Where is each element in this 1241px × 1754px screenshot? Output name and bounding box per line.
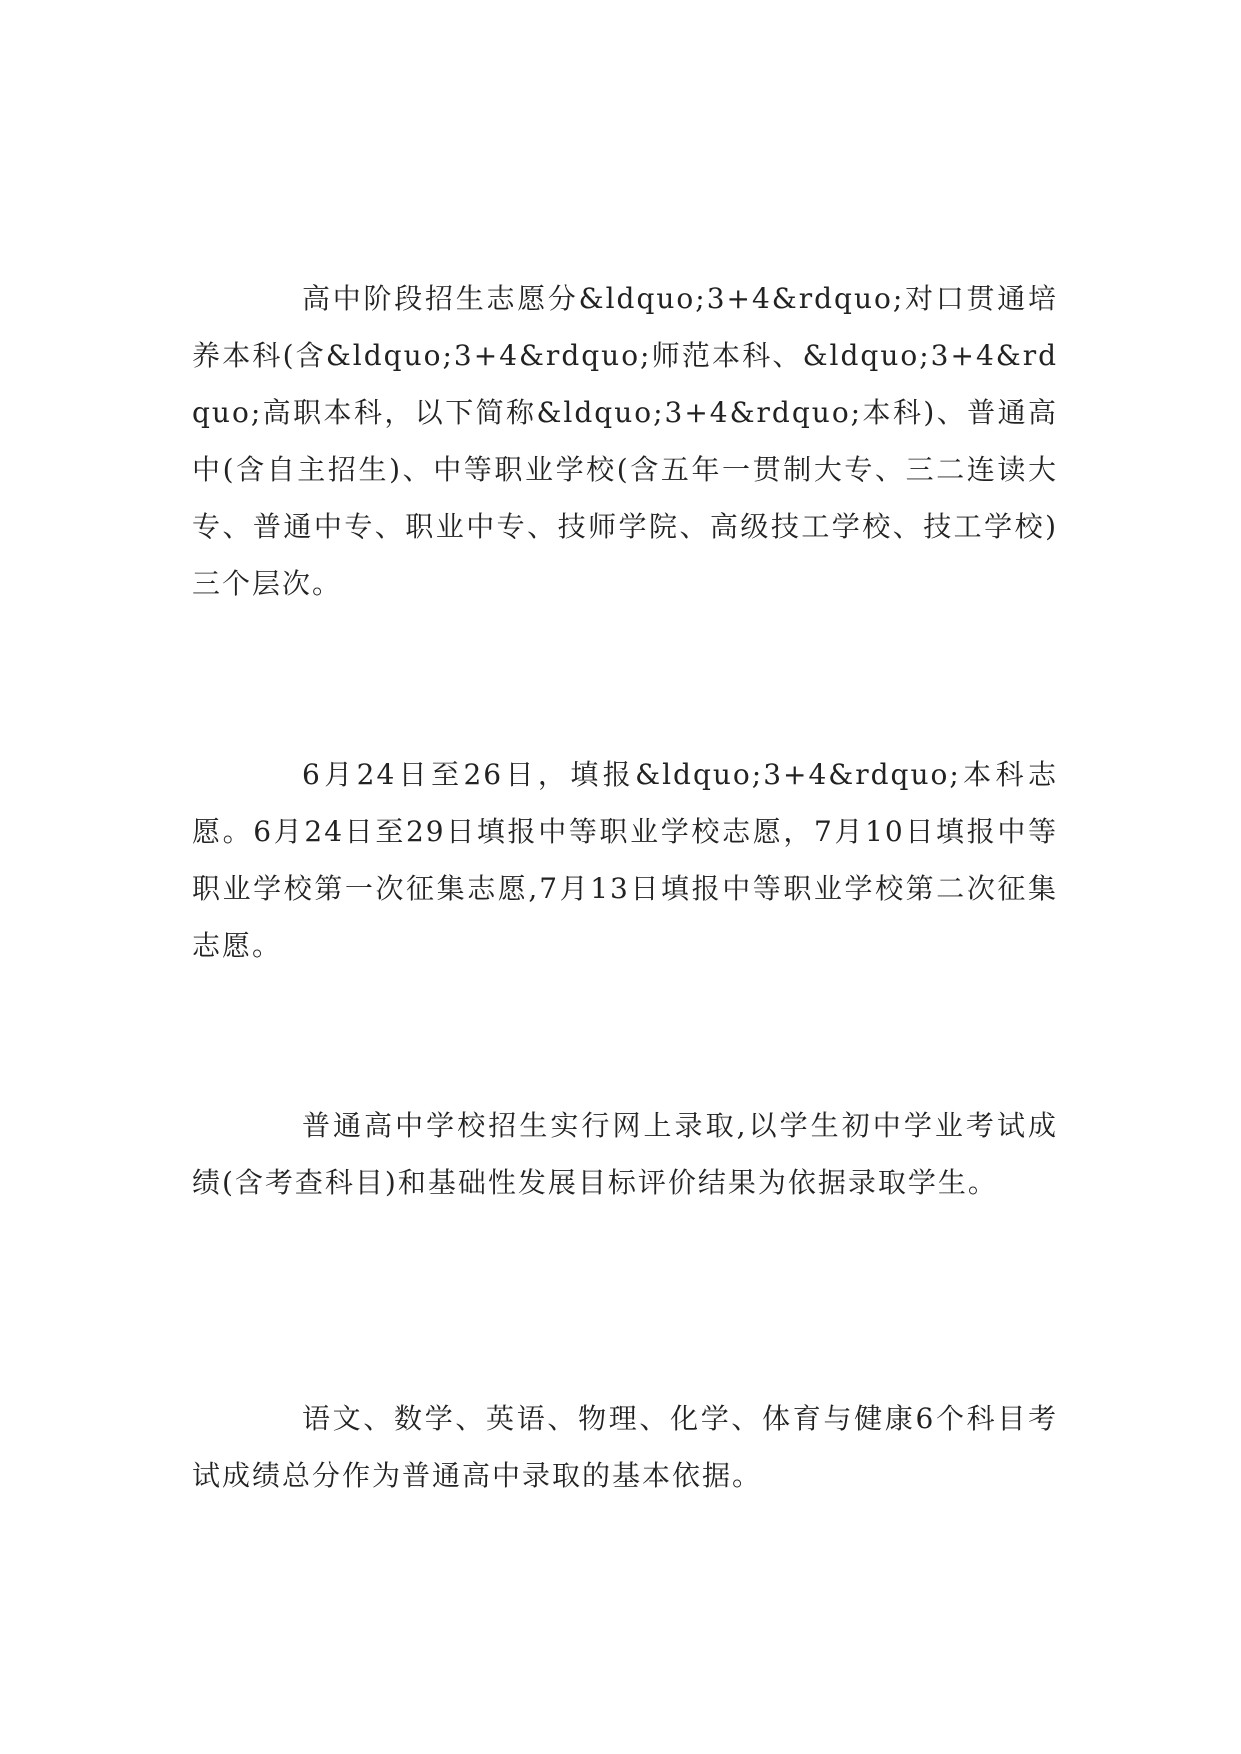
- paragraph-score-basis: 语文、数学、英语、物理、化学、体育与健康6个科目考试成绩总分作为普通高中录取的基本依据。: [192, 1402, 1058, 1492]
- paragraph-online-admission: 普通高中学校招生实行网上录取,以学生初中学业考试成绩(含考查科目)和基础性发展目标评价结果为依据录取学生。: [192, 1109, 1058, 1199]
- paragraph-application-dates: 6月24日至26日，填报&ldquo;3+4&rdquo;本科志愿。6月24日至29日填报中等职业学校志愿，7月10日填报中等职业学校第一次征集志愿,7月13日填报中等职业学校第二次征集志愿。: [192, 758, 1058, 962]
- paragraph-admission-levels: 高中阶段招生志愿分&ldquo;3+4&rdquo;对口贯通培养本科(含&ldquo;3+4&rdquo;师范本科、&ldquo;3+4&rdquo;高职本科，以下简称&ldquo;3+4&rdquo;本科)、普通高中(含自主招生)、中等职业学校(含五年一贯制大专、三二连读大专、普通中专、职业中专、技师学院、高级技工学校、技工学校)三个层次。: [192, 282, 1058, 600]
